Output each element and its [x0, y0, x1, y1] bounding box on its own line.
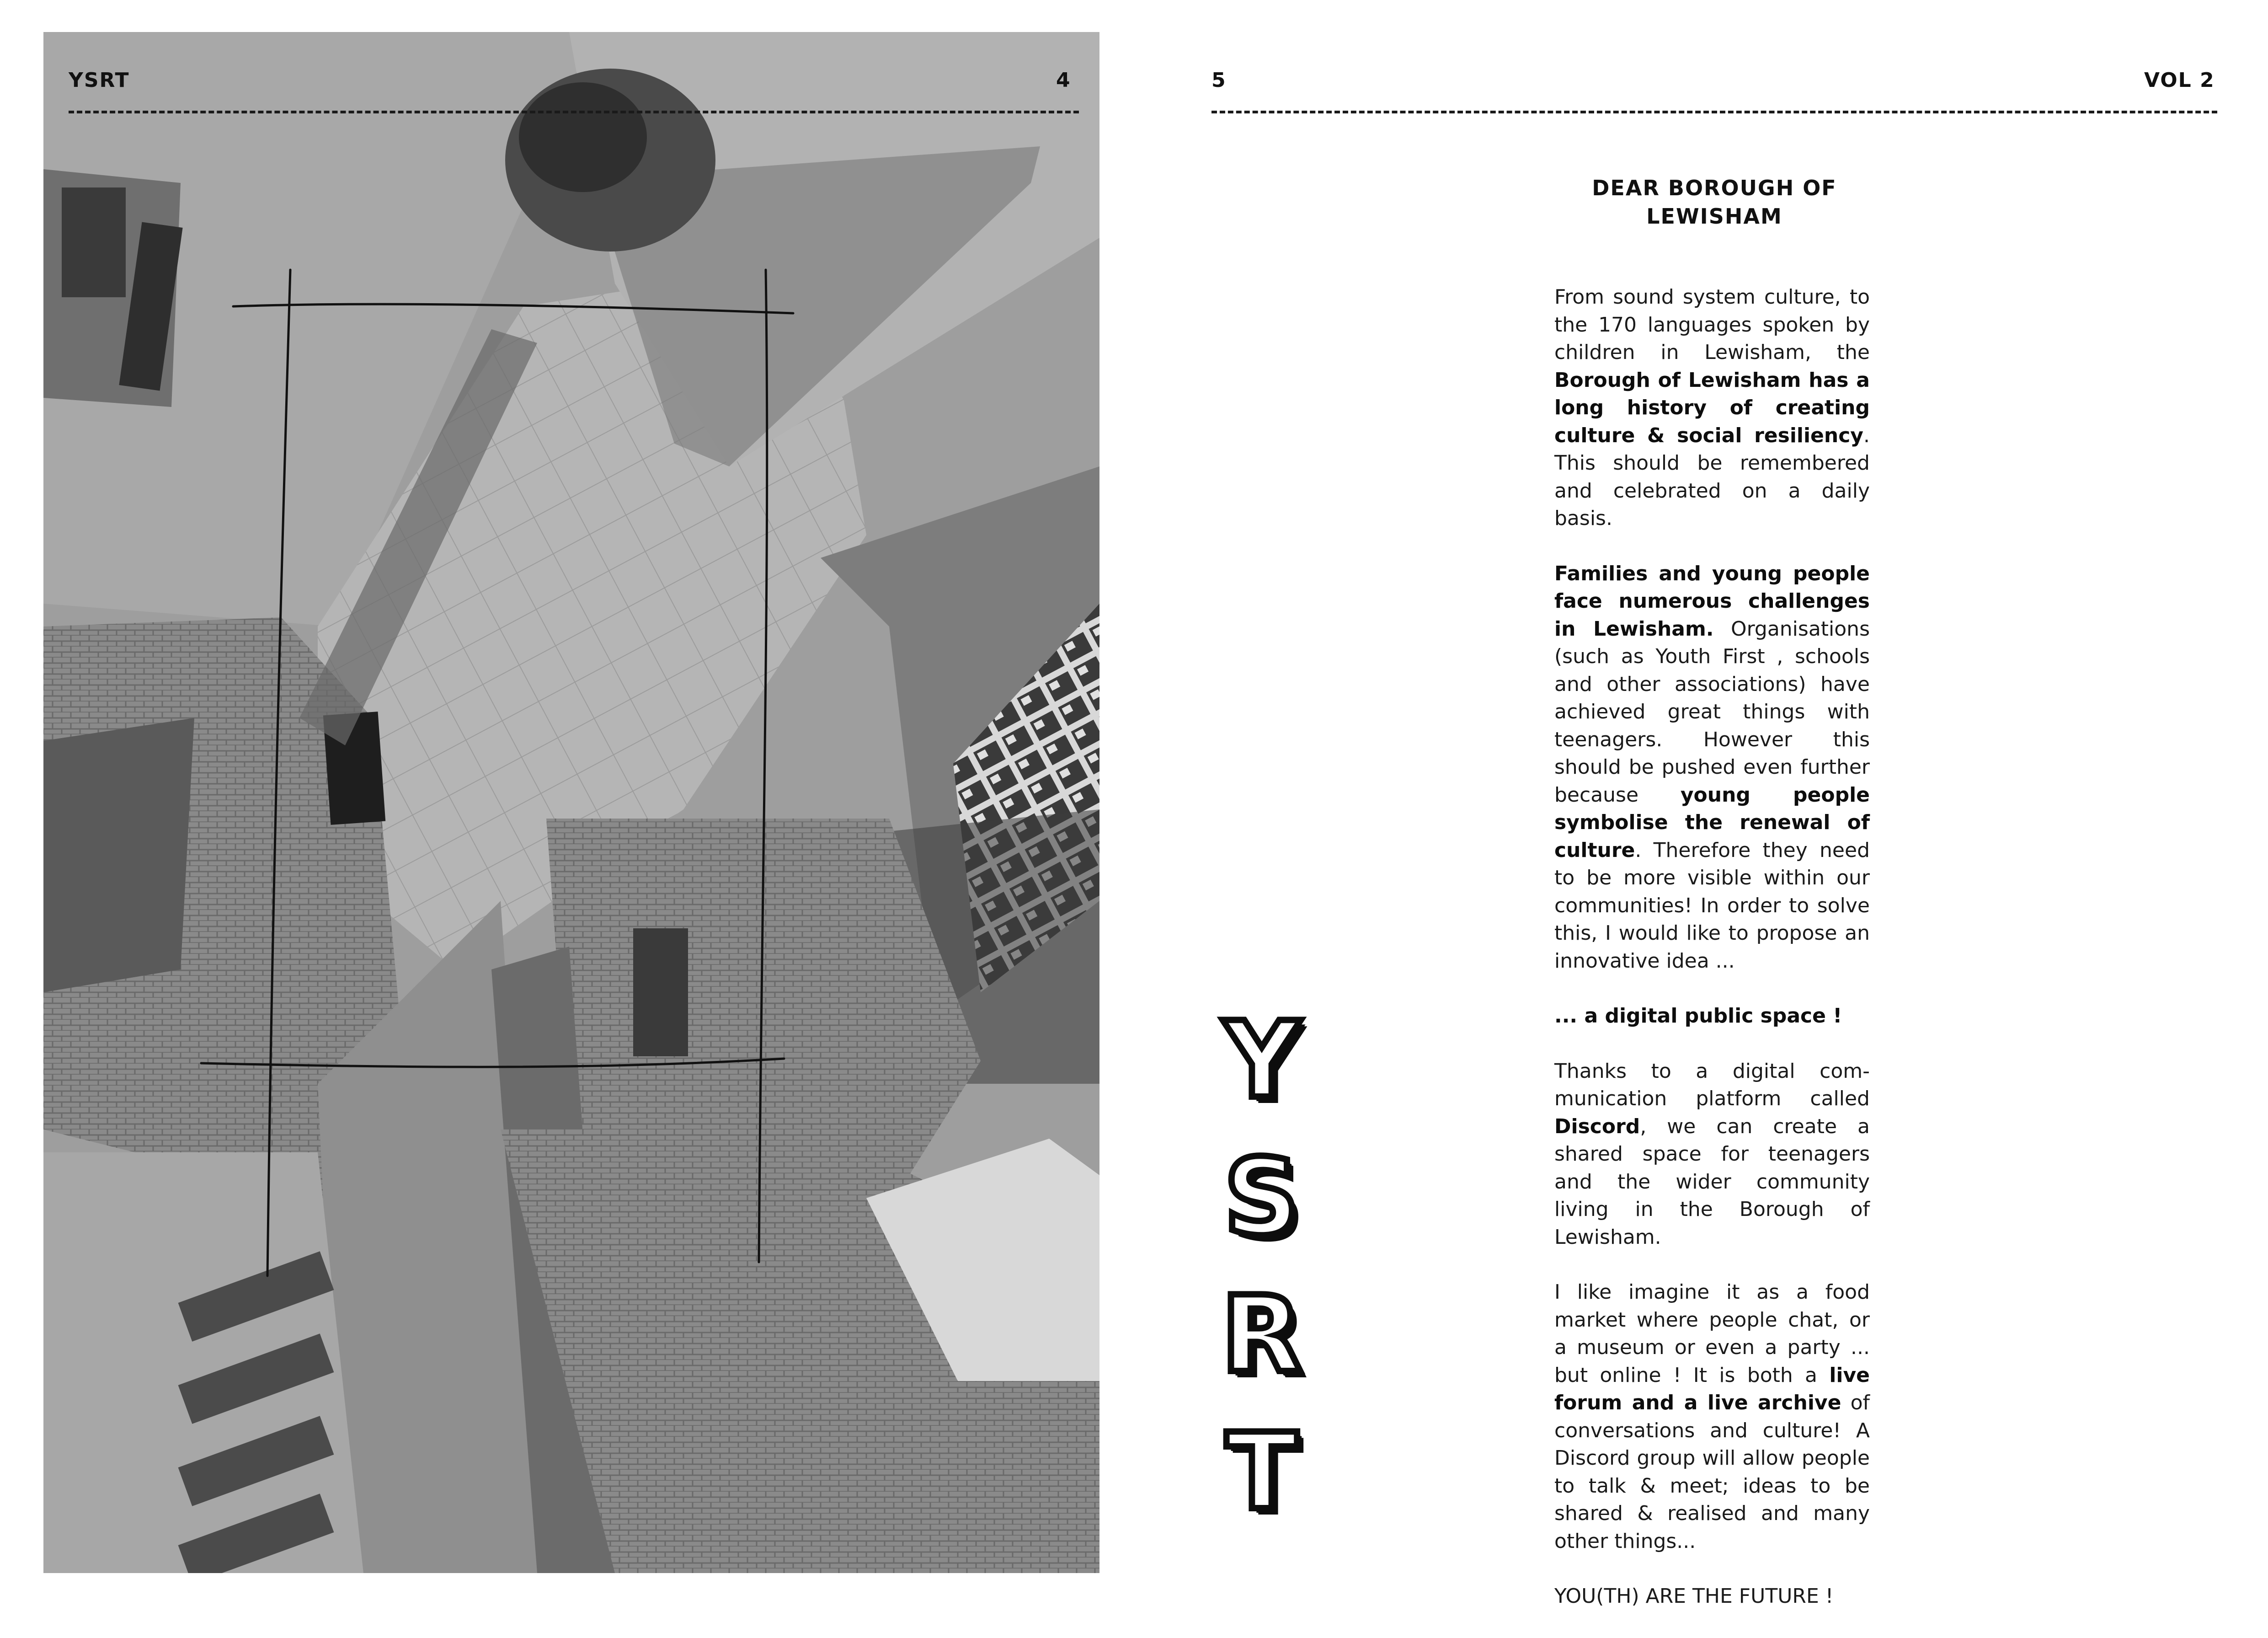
- p5-bold-1: live forum and a live archive: [1554, 1363, 1870, 1414]
- p5-text-1: I like imagine it as a food market where people chat, or a museum or even a party ... but online ! It is both a: [1554, 1280, 1870, 1387]
- article-body: [1554, 284, 1870, 1638]
- ysrt-vertical-logo: [1207, 1000, 1317, 1533]
- logo-letter-s: S: [1224, 1137, 1300, 1259]
- article-title: DEAR BOROUGH OF LEWISHAM: [1592, 176, 1837, 229]
- p2-bold-2: young people symbolise the renewal of culture: [1554, 783, 1870, 862]
- p2-bold-1: Families and young people face numerous challenges in Lewisham.: [1554, 562, 1870, 641]
- p1-bold-1: Borough of Lewisham has a long history of creating culture & social resiliency: [1554, 368, 1870, 447]
- p2-text-2: . Therefore they need to be more visible within our communities! In order to solve this, I would like to propose an innovative idea ...: [1554, 838, 1870, 973]
- logo-letter-t: T: [1226, 1411, 1298, 1533]
- p6-text-1: YOU(TH) ARE THE FUTURE !: [1554, 1584, 1834, 1608]
- logo-letter-y: Y: [1223, 1000, 1300, 1122]
- p3-bold-1: ... a digital public space !: [1554, 1004, 1842, 1028]
- paragraph-3: [1554, 1002, 1870, 1030]
- page-number-right: 5: [1211, 69, 1227, 92]
- header-volume: VOL 2: [2144, 69, 2215, 92]
- paragraph-2: [1554, 560, 1870, 975]
- p4-text-1: Thanks to a digital communication platform called: [1554, 1059, 1870, 1110]
- header-divider-left: [69, 111, 1079, 113]
- p4-bold-1: Discord: [1554, 1114, 1640, 1138]
- aerial-estate-photo-icon: [43, 32, 1099, 1573]
- logo-letter-r: R: [1221, 1274, 1302, 1396]
- p4-text-2: , we can create a shared space for teenagers and the wider community living in the Borough of Lewisham.: [1554, 1114, 1870, 1249]
- aerial-photo: [43, 32, 1099, 1573]
- p1-text-2: . This should be remembered and celebrated on a daily basis.: [1554, 423, 1870, 530]
- page-number-left: 4: [1056, 69, 1071, 92]
- paragraph-1: [1554, 284, 1870, 533]
- p5-text-2: of conversations and culture! A Discord group will allow people to talk & meet; ideas to be shared & realised and many other things...: [1554, 1391, 1870, 1553]
- paragraph-4: [1554, 1058, 1870, 1252]
- p1-text-1: From sound system culture, to the 170 languages spoken by children in Lewisham, the: [1554, 285, 1870, 364]
- paragraph-5: [1554, 1279, 1870, 1555]
- header-divider-right: [1211, 111, 2217, 113]
- p2-text-1: Organisations (such as Youth First , schools and other associations) have achieved great things with teenagers. However this should be pushed even further because: [1554, 617, 1870, 807]
- paragraph-6: [1554, 1583, 1870, 1611]
- header-magazine-name: YSRT: [69, 69, 130, 92]
